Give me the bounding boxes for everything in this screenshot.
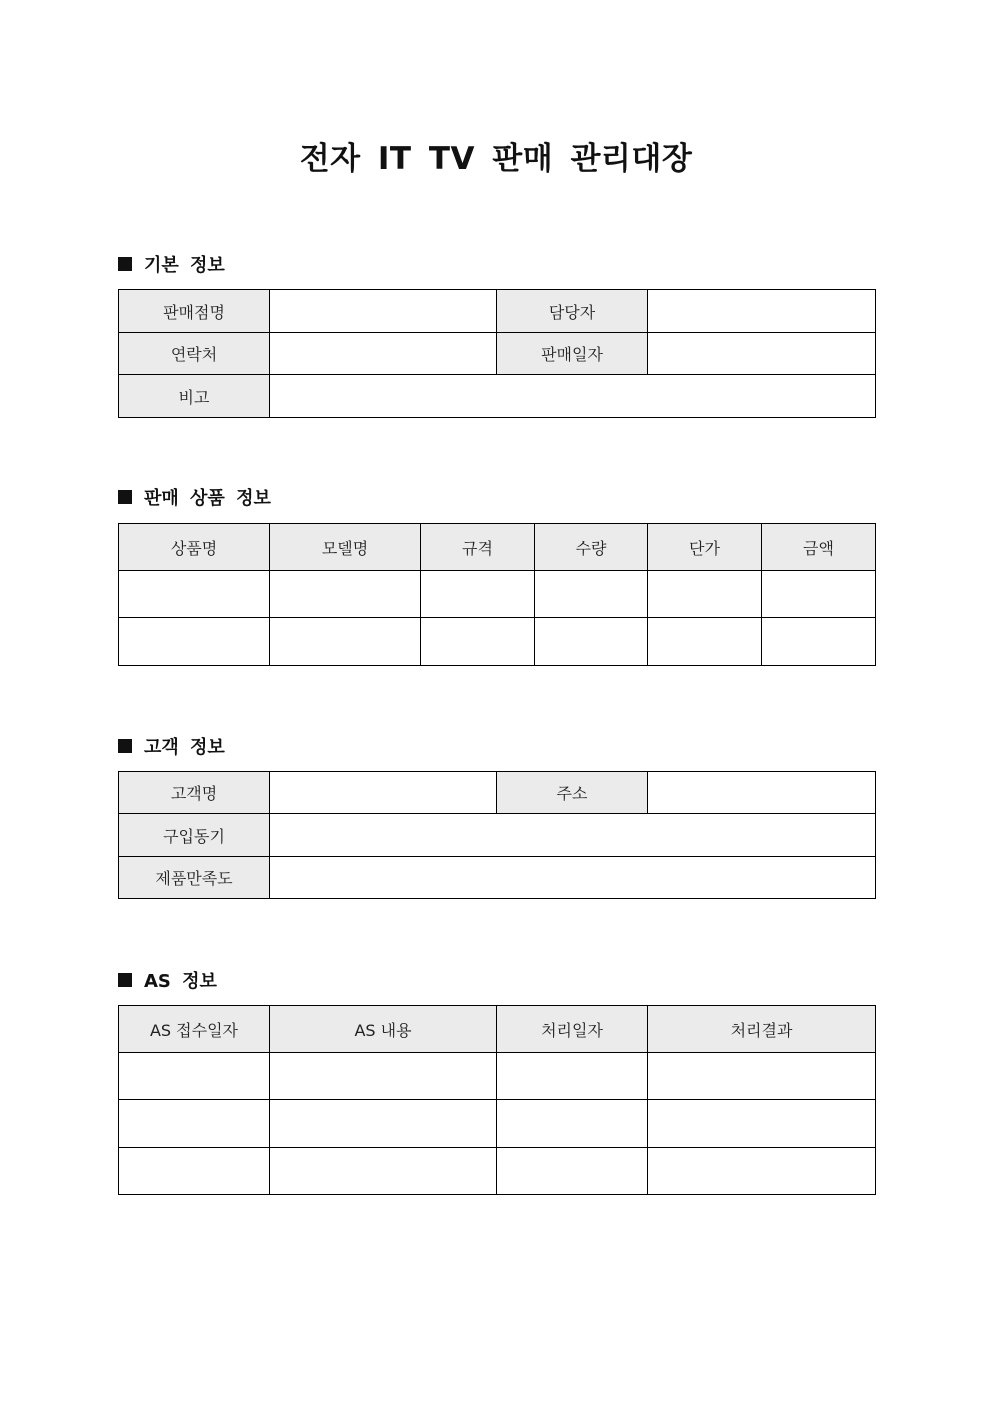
section-heading-basic: [118, 252, 225, 276]
table-row: [119, 1053, 876, 1100]
product-name-cell[interactable]: [119, 618, 270, 666]
sale-date-label: 판매일자: [497, 333, 648, 375]
square-bullet-icon: [118, 973, 132, 987]
model-name-cell[interactable]: [270, 618, 421, 666]
basic-info-table: [118, 289, 876, 418]
as-content-cell[interactable]: [270, 1053, 497, 1100]
process-result-cell[interactable]: [648, 1053, 876, 1100]
section-heading-label: 판매 상품 정보: [144, 488, 271, 509]
manager-label: 담당자: [497, 290, 648, 333]
column-header: AS 접수일자: [119, 1006, 270, 1053]
section-heading-label: 고객 정보: [144, 737, 225, 758]
store-name-field[interactable]: [270, 290, 497, 333]
note-field[interactable]: [270, 375, 876, 418]
column-header: 규격: [421, 524, 535, 571]
satisfaction-field[interactable]: [270, 857, 876, 899]
customer-name-field[interactable]: [270, 772, 497, 814]
address-field[interactable]: [648, 772, 876, 814]
spec-cell[interactable]: [421, 618, 535, 666]
manager-field[interactable]: [648, 290, 876, 333]
column-header: 처리결과: [648, 1006, 876, 1053]
sale-date-field[interactable]: [648, 333, 876, 375]
processed-date-cell[interactable]: [497, 1053, 648, 1100]
processed-date-cell[interactable]: [497, 1100, 648, 1148]
table-row: [119, 1100, 876, 1148]
process-result-cell[interactable]: [648, 1100, 876, 1148]
spec-cell[interactable]: [421, 571, 535, 618]
satisfaction-label: 제품만족도: [119, 857, 270, 899]
customer-name-label: 고객명: [119, 772, 270, 814]
section-heading-product: [118, 485, 271, 509]
as-received-date-cell[interactable]: [119, 1148, 270, 1195]
quantity-cell[interactable]: [535, 571, 648, 618]
product-name-cell[interactable]: [119, 571, 270, 618]
square-bullet-icon: [118, 257, 132, 271]
product-info-table: [118, 523, 876, 666]
as-info-table: [118, 1005, 876, 1195]
address-label: 주소: [497, 772, 648, 814]
table-row: [119, 1148, 876, 1195]
column-header: 단가: [648, 524, 762, 571]
column-header: 수량: [535, 524, 648, 571]
unit-price-cell[interactable]: [648, 618, 762, 666]
square-bullet-icon: [118, 739, 132, 753]
square-bullet-icon: [118, 490, 132, 504]
quantity-cell[interactable]: [535, 618, 648, 666]
column-header: AS 내용: [270, 1006, 497, 1053]
section-heading-as: [118, 968, 217, 992]
purchase-motive-label: 구입동기: [119, 814, 270, 857]
page-title: 전자 IT TV 판매 관리대장: [299, 141, 693, 177]
amount-cell[interactable]: [762, 571, 876, 618]
column-header: 모델명: [270, 524, 421, 571]
process-result-cell[interactable]: [648, 1148, 876, 1195]
purchase-motive-field[interactable]: [270, 814, 876, 857]
contact-label: 연락처: [119, 333, 270, 375]
store-name-label: 판매점명: [119, 290, 270, 333]
column-header: 상품명: [119, 524, 270, 571]
as-content-cell[interactable]: [270, 1148, 497, 1195]
section-heading-customer: [118, 734, 225, 758]
as-content-cell[interactable]: [270, 1100, 497, 1148]
table-row: [119, 618, 876, 666]
column-header: 금액: [762, 524, 876, 571]
contact-field[interactable]: [270, 333, 497, 375]
column-header: 처리일자: [497, 1006, 648, 1053]
as-received-date-cell[interactable]: [119, 1100, 270, 1148]
as-received-date-cell[interactable]: [119, 1053, 270, 1100]
section-heading-label: 기본 정보: [144, 255, 225, 276]
customer-info-table: [118, 771, 876, 899]
processed-date-cell[interactable]: [497, 1148, 648, 1195]
section-heading-label: AS 정보: [144, 971, 217, 992]
amount-cell[interactable]: [762, 618, 876, 666]
unit-price-cell[interactable]: [648, 571, 762, 618]
table-row: [119, 571, 876, 618]
note-label: 비고: [119, 375, 270, 418]
model-name-cell[interactable]: [270, 571, 421, 618]
